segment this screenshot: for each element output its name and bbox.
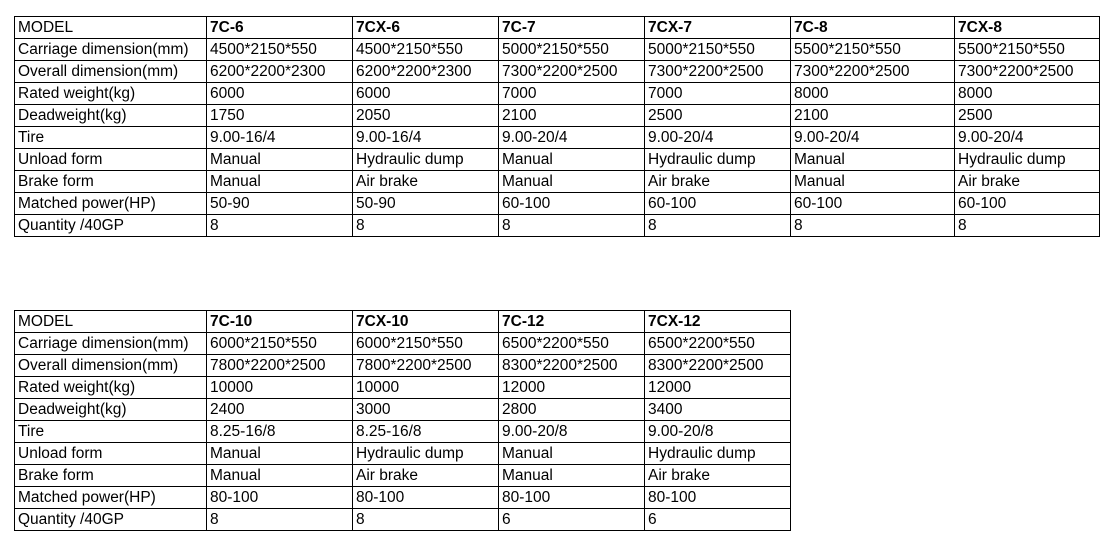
table-cell: 60-100 xyxy=(791,193,955,215)
table-cell: 9.00-20/4 xyxy=(955,127,1100,149)
table-cell: Manual xyxy=(791,171,955,193)
model-name: 7CX-8 xyxy=(955,17,1100,39)
table-cell: 7800*2200*2500 xyxy=(353,355,499,377)
table-cell: 8.25-16/8 xyxy=(353,421,499,443)
table-cell: 6000 xyxy=(207,83,353,105)
row-label: Deadweight(kg) xyxy=(15,105,207,127)
table-cell: Manual xyxy=(499,443,645,465)
table-cell: Manual xyxy=(207,443,353,465)
table-cell: 2800 xyxy=(499,399,645,421)
table-cell: Manual xyxy=(791,149,955,171)
table-cell: 7000 xyxy=(499,83,645,105)
table-cell: 6500*2200*550 xyxy=(499,333,645,355)
table-cell: 7300*2200*2500 xyxy=(645,61,791,83)
table-cell: 7300*2200*2500 xyxy=(955,61,1100,83)
table-cell: 3000 xyxy=(353,399,499,421)
table-row xyxy=(15,509,791,531)
table-cell: Manual xyxy=(207,465,353,487)
table-row xyxy=(15,421,791,443)
table-cell: 50-90 xyxy=(207,193,353,215)
table-cell: 6 xyxy=(499,509,645,531)
table-cell: Manual xyxy=(207,149,353,171)
table-cell: Manual xyxy=(499,149,645,171)
table-cell: 7300*2200*2500 xyxy=(499,61,645,83)
row-label: Brake form xyxy=(15,465,207,487)
table-cell: 8000 xyxy=(955,83,1100,105)
table-cell: Hydraulic dump xyxy=(353,443,499,465)
row-label: Matched power(HP) xyxy=(15,193,207,215)
table-cell: 8000 xyxy=(791,83,955,105)
table-cell: 80-100 xyxy=(353,487,499,509)
table-cell: 50-90 xyxy=(353,193,499,215)
table-cell: 80-100 xyxy=(645,487,791,509)
row-label: Carriage dimension(mm) xyxy=(15,39,207,61)
row-label: Carriage dimension(mm) xyxy=(15,333,207,355)
table-cell: 8 xyxy=(499,215,645,237)
model-name: 7C-10 xyxy=(207,311,353,333)
table-cell: 9.00-16/4 xyxy=(353,127,499,149)
row-label: Tire xyxy=(15,421,207,443)
table-cell: 80-100 xyxy=(499,487,645,509)
table-row xyxy=(15,105,1100,127)
table-cell: 2400 xyxy=(207,399,353,421)
model-label: MODEL xyxy=(15,311,207,333)
row-label: Tire xyxy=(15,127,207,149)
table-cell: 8 xyxy=(353,215,499,237)
table-cell: 5000*2150*550 xyxy=(499,39,645,61)
table-cell: 5000*2150*550 xyxy=(645,39,791,61)
table-cell: 2500 xyxy=(645,105,791,127)
spec-table-1-body xyxy=(15,17,1100,237)
table-cell: 6200*2200*2300 xyxy=(207,61,353,83)
table-cell: 6200*2200*2300 xyxy=(353,61,499,83)
table-row xyxy=(15,465,791,487)
table-cell: Hydraulic dump xyxy=(353,149,499,171)
table-cell: 10000 xyxy=(353,377,499,399)
table-cell: 8300*2200*2500 xyxy=(645,355,791,377)
model-name: 7C-12 xyxy=(499,311,645,333)
table-cell: 5500*2150*550 xyxy=(791,39,955,61)
header-row xyxy=(15,311,791,333)
row-label: Quantity /40GP xyxy=(15,215,207,237)
table-cell: 5500*2150*550 xyxy=(955,39,1100,61)
row-label: Quantity /40GP xyxy=(15,509,207,531)
model-label: MODEL xyxy=(15,17,207,39)
table-cell: Manual xyxy=(499,171,645,193)
table-cell: 4500*2150*550 xyxy=(207,39,353,61)
table-cell: 8 xyxy=(645,215,791,237)
row-label: Rated weight(kg) xyxy=(15,83,207,105)
table-row xyxy=(15,149,1100,171)
table-cell: 10000 xyxy=(207,377,353,399)
table-cell: 4500*2150*550 xyxy=(353,39,499,61)
table-cell: 60-100 xyxy=(499,193,645,215)
model-name: 7C-8 xyxy=(791,17,955,39)
model-name: 7CX-12 xyxy=(645,311,791,333)
table-row xyxy=(15,193,1100,215)
table-cell: 6000*2150*550 xyxy=(353,333,499,355)
table-cell: 8 xyxy=(207,509,353,531)
table-cell: 2050 xyxy=(353,105,499,127)
table-row xyxy=(15,83,1100,105)
table-cell: 6 xyxy=(645,509,791,531)
spec-table-2 xyxy=(14,310,791,531)
row-label: Overall dimension(mm) xyxy=(15,61,207,83)
table-cell: 80-100 xyxy=(207,487,353,509)
spec-table-2-body xyxy=(15,311,791,531)
spec-table-1 xyxy=(14,16,1100,237)
row-label: Overall dimension(mm) xyxy=(15,355,207,377)
table-cell: 9.00-20/8 xyxy=(645,421,791,443)
table-cell: 2100 xyxy=(791,105,955,127)
header-row xyxy=(15,17,1100,39)
table-cell: 1750 xyxy=(207,105,353,127)
table-cell: 8 xyxy=(791,215,955,237)
row-label: Deadweight(kg) xyxy=(15,399,207,421)
table-cell: 8 xyxy=(353,509,499,531)
model-name: 7CX-10 xyxy=(353,311,499,333)
table-cell: Manual xyxy=(499,465,645,487)
table-row xyxy=(15,39,1100,61)
table-cell: 12000 xyxy=(645,377,791,399)
table-cell: 9.00-20/4 xyxy=(645,127,791,149)
table-row xyxy=(15,399,791,421)
model-name: 7C-7 xyxy=(499,17,645,39)
table-cell: 2500 xyxy=(955,105,1100,127)
table-cell: 8 xyxy=(955,215,1100,237)
table-cell: 60-100 xyxy=(645,193,791,215)
model-name: 7CX-7 xyxy=(645,17,791,39)
row-label: Matched power(HP) xyxy=(15,487,207,509)
model-name: 7C-6 xyxy=(207,17,353,39)
row-label: Brake form xyxy=(15,171,207,193)
table-row xyxy=(15,377,791,399)
row-label: Rated weight(kg) xyxy=(15,377,207,399)
row-label: Unload form xyxy=(15,443,207,465)
table-cell: 9.00-20/8 xyxy=(499,421,645,443)
model-name: 7CX-6 xyxy=(353,17,499,39)
table-cell: Air brake xyxy=(353,465,499,487)
table-row xyxy=(15,487,791,509)
table-cell: 12000 xyxy=(499,377,645,399)
table-cell: 9.00-16/4 xyxy=(207,127,353,149)
table-cell: Air brake xyxy=(645,171,791,193)
table-cell: Air brake xyxy=(955,171,1100,193)
table-cell: 7000 xyxy=(645,83,791,105)
table-cell: 7800*2200*2500 xyxy=(207,355,353,377)
table-row xyxy=(15,171,1100,193)
table-cell: 9.00-20/4 xyxy=(499,127,645,149)
row-label: Unload form xyxy=(15,149,207,171)
table-row xyxy=(15,355,791,377)
table-cell: Hydraulic dump xyxy=(955,149,1100,171)
table-cell: 6000 xyxy=(353,83,499,105)
table-cell: Air brake xyxy=(645,465,791,487)
table-cell: Manual xyxy=(207,171,353,193)
table-cell: 8 xyxy=(207,215,353,237)
table-row xyxy=(15,333,791,355)
table-cell: 60-100 xyxy=(955,193,1100,215)
table-row xyxy=(15,443,791,465)
table-cell: 8300*2200*2500 xyxy=(499,355,645,377)
table-cell: 6500*2200*550 xyxy=(645,333,791,355)
table-cell: Hydraulic dump xyxy=(645,443,791,465)
table-cell: 9.00-20/4 xyxy=(791,127,955,149)
table-cell: 3400 xyxy=(645,399,791,421)
table-cell: 2100 xyxy=(499,105,645,127)
table-cell: 7300*2200*2500 xyxy=(791,61,955,83)
table-cell: Air brake xyxy=(353,171,499,193)
table-cell: Hydraulic dump xyxy=(645,149,791,171)
table-row xyxy=(15,215,1100,237)
table-cell: 6000*2150*550 xyxy=(207,333,353,355)
table-row xyxy=(15,127,1100,149)
table-row xyxy=(15,61,1100,83)
table-cell: 8.25-16/8 xyxy=(207,421,353,443)
